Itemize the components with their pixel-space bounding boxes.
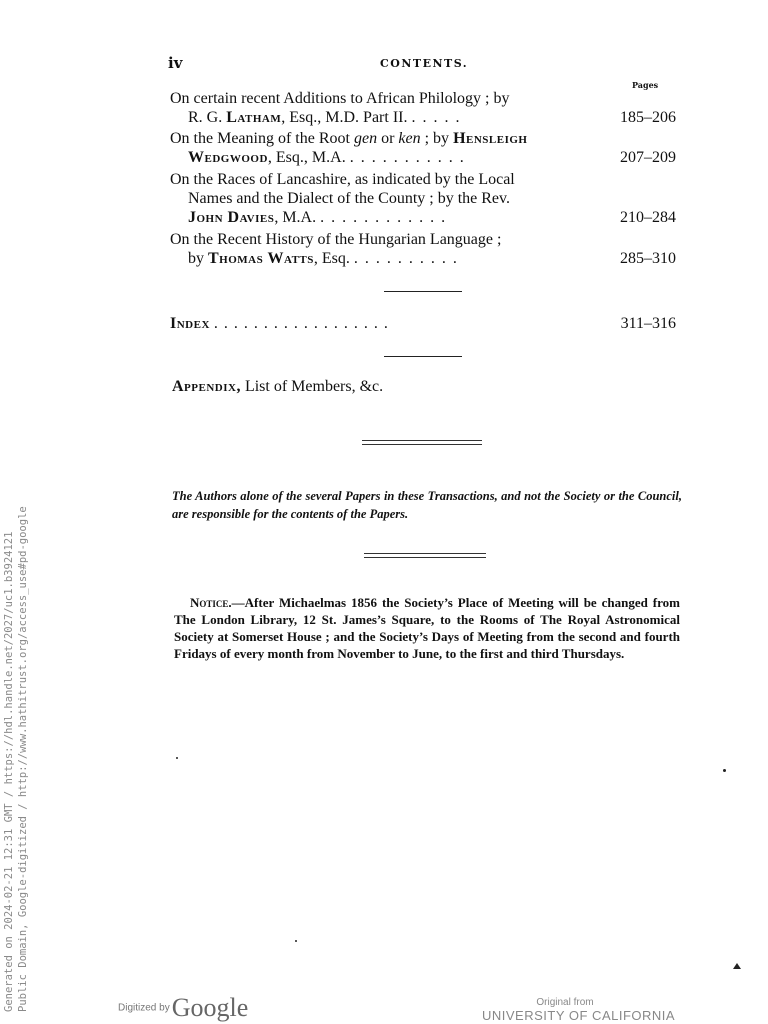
toc-entry-line (170, 231, 678, 250)
toc-entry-text: On certain recent Additions to African Philology ; by (170, 90, 510, 107)
running-title: CONTENTS. (380, 57, 469, 70)
authors-disclaimer: The Authors alone of the several Papers in these Transactions, and not the Society or the Council, are responsible for the contents of the Papers. (172, 489, 682, 521)
toc-entry-hungarian (170, 231, 678, 269)
scan-mark (733, 963, 741, 969)
university-name: UNIVERSITY OF CALIFORNIA (482, 1008, 676, 1023)
toc-entry-line (170, 149, 678, 168)
toc-entry-lancashire (170, 171, 678, 228)
original-from-label: Original from (536, 997, 594, 1008)
author-name: Wedgwood (188, 149, 268, 166)
toc-entry-text: On the Races of Lancashire, as indicated by the Local (170, 171, 515, 188)
leader-dots: . . . . . . . . . . . . . . . . . . (213, 315, 389, 332)
author-name: Thomas Watts (208, 250, 314, 267)
author-name: Latham (226, 109, 282, 126)
toc-entry-text: On the Recent History of the Hungarian Language ; (170, 231, 502, 248)
toc-entry-text: , Esq., M.D. Part II. (281, 109, 408, 126)
watermark-line: Public Domain, Google-digitized / http://www.hathitrust.org/access_use#pd-google (17, 506, 29, 1012)
scan-speck (176, 757, 178, 759)
toc-entry-text: R. G. (188, 109, 227, 126)
double-rule (362, 440, 482, 445)
toc-entry-text: , Esq., M.A. (267, 149, 346, 166)
double-rule (364, 553, 486, 558)
appendix-line (172, 378, 383, 396)
toc-entry-root-gen (170, 130, 678, 168)
toc-entry-african-philology (170, 90, 678, 128)
author-name: Hensleigh (453, 130, 528, 147)
toc-entry-term: gen (353, 130, 378, 147)
toc-entry-line (170, 209, 678, 228)
scan-speck (723, 769, 726, 772)
digitized-by-label: Digitized by (118, 1002, 170, 1014)
leader-dots: ..... (411, 109, 467, 126)
toc-entry-index (170, 315, 678, 333)
toc-entry-line (170, 190, 678, 209)
toc-entry-text: , Esq. (313, 250, 350, 267)
watermark-line: Generated on 2024-02-21 12:31 GMT / https://hdl.handle.net/2027/uc1.b3924121 (3, 531, 15, 1012)
toc-entry-text: On the Meaning of the Root (170, 130, 354, 147)
leader-dots: ........... (349, 149, 471, 166)
leader-dots: .......... (353, 250, 464, 267)
notice-text: —After Michaelmas 1856 the Society’s Place of Meeting will be changed from The London Library, 12 St. James’s Square, to the Rooms of The Royal Astronomical Society at Somerset House ; and the Society’s Days of Meeting from the second and fourth Fridays of every month from November to June, to the first and third Thursdays. (174, 595, 680, 661)
toc-entry-line (170, 171, 678, 190)
leader-dots: ............ (320, 209, 453, 226)
section-rule (384, 356, 462, 357)
digitized-by-google (118, 993, 248, 1023)
page-range: 311–316 (620, 315, 676, 332)
pages-column-label: Pages (632, 80, 659, 90)
toc-entry-line (170, 250, 678, 269)
page-range: 185–206 (620, 109, 676, 126)
original-from (482, 997, 676, 1023)
meeting-notice (174, 594, 680, 662)
page-range: 207–209 (620, 149, 676, 166)
toc-entry-term: ken (398, 130, 421, 147)
hathitrust-watermark (2, 492, 30, 1012)
toc-entry-text: Names and the Dialect of the County ; by the Rev. (188, 190, 510, 207)
appendix-label: Appendix, (172, 378, 241, 395)
google-logo: Google (171, 993, 249, 1022)
section-rule (384, 291, 462, 292)
page-range: 210–284 (620, 209, 676, 226)
toc-entry-line (170, 90, 678, 109)
toc-entry-text: by (188, 250, 208, 267)
toc-entry-line (170, 130, 678, 149)
page-range: 285–310 (620, 250, 676, 267)
appendix-text: List of Members, &c. (240, 378, 384, 395)
toc-entry-line (170, 109, 678, 128)
scan-speck (295, 940, 297, 942)
author-name: John Davies (188, 209, 275, 226)
toc-entry-text: or (377, 130, 399, 147)
index-label: Index (170, 315, 210, 332)
toc-entry-text: , M.A. (274, 209, 317, 226)
page-number: iv (168, 54, 183, 72)
toc-entry-text: ; by (420, 130, 454, 147)
notice-lead: Notice. (190, 595, 232, 610)
